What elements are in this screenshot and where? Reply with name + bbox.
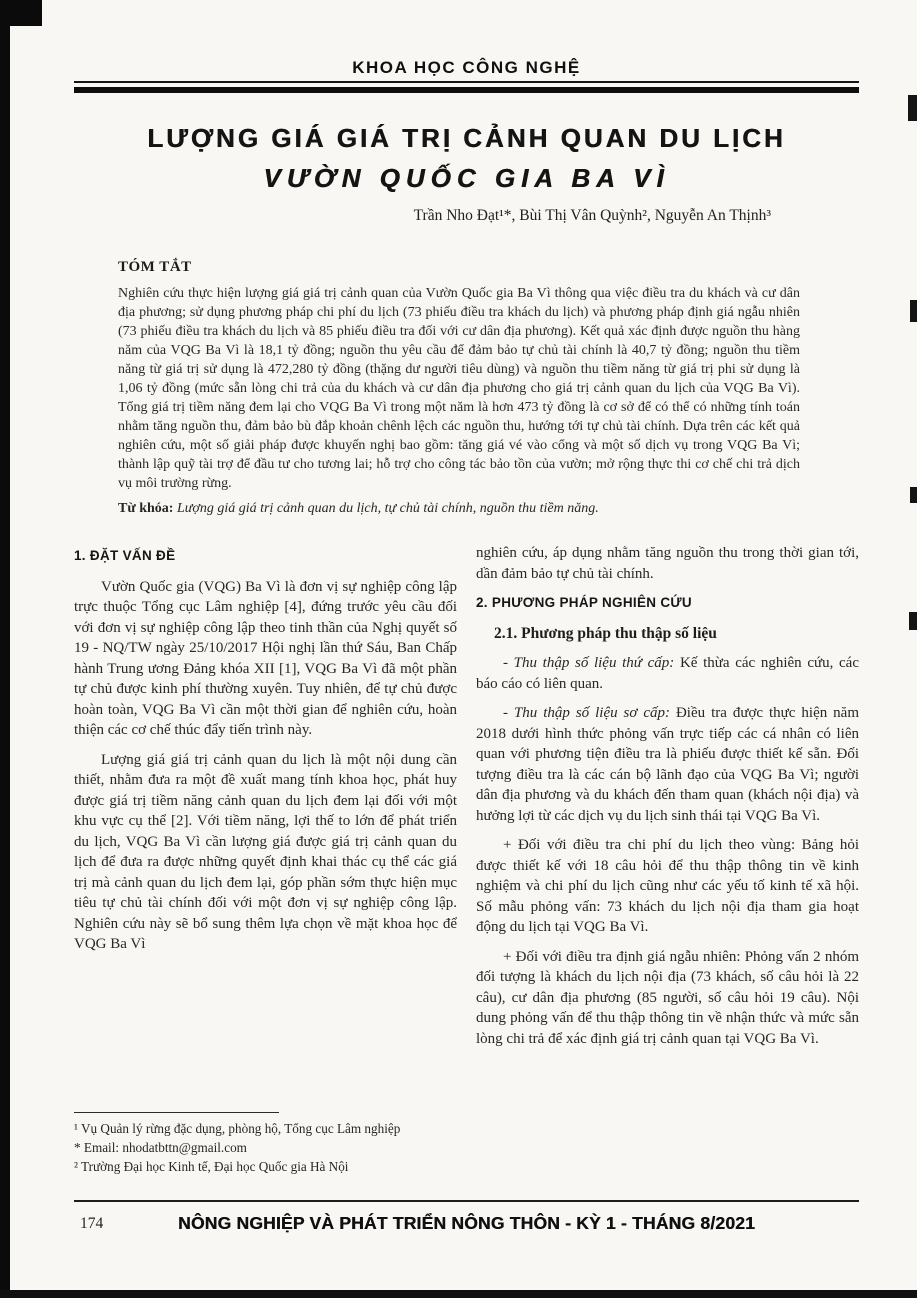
footer-row — [74, 1213, 859, 1234]
page-footer — [74, 1200, 859, 1234]
scan-artifact-right-mark — [910, 300, 917, 322]
footnote-affiliation-2: ² Trường Đại học Kinh tế, Đại học Quốc gia Hà Nội — [74, 1159, 349, 1174]
section-2-heading: 2. PHƯƠNG PHÁP NGHIÊN CỨU — [476, 595, 692, 610]
article-title — [74, 123, 859, 194]
page-content — [74, 58, 859, 1176]
scan-artifact-right-mark — [909, 612, 917, 630]
authors-line: Trần Nho Đạt¹*, Bùi Thị Vân Quỳnh², Nguyễn An Thịnh³ — [413, 207, 771, 224]
footnote-rule — [74, 1112, 279, 1113]
secondary-data-lead: - Thu thập số liệu thứ cấp: — [503, 655, 675, 671]
two-column-body — [74, 543, 859, 1176]
scan-artifact-top-left-corner — [0, 0, 42, 26]
article-title-line1: LƯỢNG GIÁ GIÁ TRỊ CẢNH QUAN DU LỊCH — [147, 123, 786, 153]
left-column — [74, 543, 457, 1176]
section-1-heading: 1. ĐẶT VẤN ĐỀ — [74, 548, 176, 563]
right-column — [476, 543, 859, 1176]
secondary-data-paragraph — [476, 653, 859, 694]
journal-footer-title: NÔNG NGHIỆP VÀ PHÁT TRIỂN NÔNG THÔN - KỲ 1 - THÁNG 8/2021 — [178, 1213, 755, 1233]
scan-artifact-right-mark — [910, 487, 917, 503]
primary-data-text: Điều tra được thực hiện năm 2018 dưới hình thức phỏng vấn trực tiếp các cá nhân có liên quan với phương tiện điều tra là phiếu được thiết kế sẵn. Đối tượng điều tra là các cán bộ lãnh đạo của VQG Ba Vì; người dân địa phương và du khách đến tham quan (khách nội địa) và hưởng lợi từ các dịch vụ du lịch sinh thái tại VQG Ba Vì. — [476, 705, 859, 824]
continuation-paragraph: nghiên cứu, áp dụng nhằm tăng nguồn thu trong thời gian tới, dần đảm bảo tự chủ tài chính. — [476, 545, 859, 582]
abstract-body: Nghiên cứu thực hiện lượng giá giá trị cảnh quan của Vườn Quốc gia Ba Vì thông qua việc điều tra du khách và cư dân địa phương; sử dụng phương pháp chi phí du lịch (73 phiếu điều tra khách du lịch) và phương pháp định giá ngẫu nhiên (73 phiếu điều tra khách du lịch và 85 phiếu điều tra đối với cư dân địa phương). Kết quả xác định được nguồn thu hàng năm của VQG Ba Vì là 18,1 tỷ đồng; nguồn thu yêu cầu để đảm bảo tự chủ tài chính là 40,7 tỷ đồng; nguồn thu tiềm năng từ giá trị sử dụng là 472,280 tỷ đồng (thặng dư người tiêu dùng) và nguồn thu tiềm năng từ giá trị phi sử dụng là 1,06 tỷ đồng (mức sẵn lòng chi trả của du khách và cư dân địa phương cho giá trị cảnh quan du lịch của VQG Ba Vì). Tổng giá trị tiềm năng đem lại cho VQG Ba Vì trong một năm là hơn 473 tỷ đồng là cơ sở để có thể có những tính toán nhằm tăng nguồn thu, đảm bảo bù đắp khoản chênh lệch các nguồn thu, hướng tới tự chủ tài chính. Dựa trên các kết quả nghiên cứu, một số giải pháp được khuyến nghị bao gồm: tăng giá vé vào cổng và một số dịch vụ trong VQG Ba Vì; thành lập quỹ tài trợ để đầu tư cho tương lai; hỗ trợ cho công tác bảo tồn của vườn; mở rộng thực thi cơ chế chi trả dịch vụ môi trường rừng. — [118, 286, 800, 491]
article-title-line2: VƯỜN QUỐC GIA BA VÌ — [263, 163, 670, 193]
travel-cost-paragraph: + Đối với điều tra chi phí du lịch theo vùng: Bảng hỏi được thiết kế với 18 câu hỏi để thu thập thông tin về kinh nghiệm và chi phí du lịch cũng như các yếu tố kinh tế xã hội. Số mẫu phỏng vấn: 73 khách du lịch nội địa tham gia hoạt động du lịch tại VQG Ba Vì. — [476, 837, 859, 935]
running-head-title: KHOA HỌC CÔNG NGHỆ — [74, 58, 859, 83]
abstract-block — [118, 259, 800, 517]
intro-paragraph-1: Vườn Quốc gia (VQG) Ba Vì là đơn vị sự nghiệp công lập trực thuộc Tổng cục Lâm nghiệp [4], đứng trước yêu cầu đối với đơn vị sự nghiệp công lập theo tinh thần của Nghị quyết số 19 - NQ/TW ngày 25/10/2017 Hội nghị lần thứ Sáu, Ban Chấp hành Trung ương Đảng khóa XII [1], VQG Ba Vì đã một phần tự chủ được kinh phí thường xuyên. Tuy nhiên, để tự chủ được hoàn toàn, VQG Ba Vì cần một thời gian để nghiên cứu, hoàn thiện các cơ chế thúc đẩy tiến trình này. — [74, 578, 457, 738]
scan-artifact-right-mark — [908, 95, 917, 121]
abstract-heading: TÓM TẮT — [118, 259, 192, 275]
scan-artifact-bottom-bar — [0, 1290, 917, 1298]
primary-data-paragraph — [476, 703, 859, 826]
keywords-label: Từ khóa: — [118, 501, 174, 516]
primary-data-lead: - Thu thập số liệu sơ cấp: — [503, 705, 671, 721]
keywords-text: Lượng giá giá trị cảnh quan du lịch, tự chủ tài chính, nguồn thu tiềm năng. — [176, 501, 599, 516]
footnotes-block — [74, 1112, 457, 1176]
secondary-data-text: Kế thừa các nghiên cứu, các báo cáo có liên quan. — [476, 655, 859, 692]
footnote-affiliation-1: ¹ Vụ Quản lý rừng đặc dụng, phòng hộ, Tổng cục Lâm nghiệp — [74, 1121, 401, 1136]
section-2-1-heading: 2.1. Phương pháp thu thập số liệu — [494, 624, 717, 642]
footnote-email: * Email: nhodatbttn@gmail.com — [74, 1140, 247, 1155]
intro-paragraph-2: Lượng giá giá trị cảnh quan du lịch là một nội dung cần thiết, nhằm đưa ra một đề xuất mang tính khoa học, phát huy được giá trị tiềm năng cảnh quan du lịch đem lại đối với một khu vực cụ thể [2]. Với tiềm năng, lợi thế to lớn để phát triển du lịch, VQG Ba Vì cần lượng giá được giá trị cảnh quan du lịch để đưa ra được những quyết định khai thác cụ thể các giá trị mà cảnh quan du lịch đem lại, góp phần sớm thực hiện mục tiêu tự chủ tài chính đối với một đơn vị sự nghiệp công lập. Nghiên cứu này sẽ bổ sung thêm lựa chọn về mặt khoa học để VQG Ba Vì — [74, 751, 457, 952]
scan-artifact-left-bar — [0, 0, 10, 1298]
contingent-valuation-paragraph: + Đối với điều tra định giá ngẫu nhiên: Phỏng vấn 2 nhóm đối tượng là khách du lịch nội địa (73 khách, số câu hỏi là 22 câu), cư dân địa phương (85 người, số câu hỏi 19 câu). Nội dung phỏng vấn để thu thập thông tin về nhận thức và mức sẵn lòng chi trả để xác định giá trị cảnh quan tại VQG Ba Vì. — [476, 948, 859, 1047]
page-number: 174 — [80, 1215, 104, 1232]
header-rule-bar — [74, 87, 859, 93]
keywords-line — [118, 501, 800, 517]
